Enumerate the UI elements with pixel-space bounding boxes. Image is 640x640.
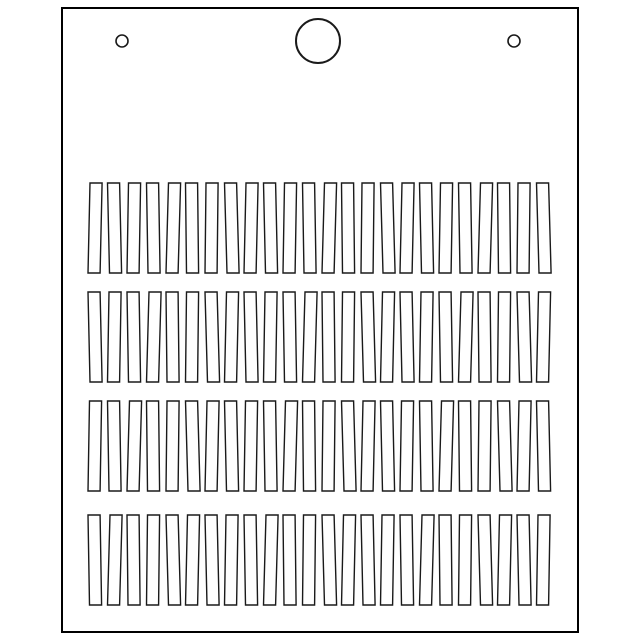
slat bbox=[361, 515, 375, 605]
slat bbox=[264, 183, 278, 273]
slat bbox=[205, 401, 219, 491]
slat bbox=[381, 515, 395, 605]
slat bbox=[381, 401, 395, 491]
slat bbox=[225, 292, 239, 382]
slat bbox=[537, 183, 552, 273]
large-center-hole bbox=[296, 19, 340, 63]
slat bbox=[478, 515, 493, 605]
slat bbox=[108, 292, 122, 382]
slat bbox=[127, 401, 142, 491]
slat bbox=[517, 401, 531, 491]
small-left-hole bbox=[116, 35, 128, 47]
slat bbox=[147, 515, 160, 605]
slat bbox=[127, 515, 140, 605]
slat bbox=[381, 183, 396, 273]
slat bbox=[322, 401, 335, 491]
slat bbox=[381, 292, 395, 382]
slat bbox=[498, 292, 511, 382]
slat bbox=[459, 183, 473, 273]
slat bbox=[303, 292, 318, 382]
slat bbox=[478, 183, 493, 273]
slat bbox=[88, 183, 102, 273]
slat bbox=[108, 515, 123, 605]
slat bbox=[537, 292, 551, 382]
slat bbox=[303, 401, 316, 491]
slat bbox=[322, 183, 337, 273]
slat bbox=[147, 292, 162, 382]
slat bbox=[264, 292, 278, 382]
slat bbox=[498, 515, 512, 605]
slat bbox=[147, 183, 161, 273]
slat bbox=[108, 401, 122, 491]
slat bbox=[420, 292, 434, 382]
small-right-hole bbox=[508, 35, 520, 47]
slat bbox=[478, 401, 491, 491]
slat bbox=[400, 515, 414, 605]
slat bbox=[342, 401, 357, 491]
slat bbox=[459, 515, 472, 605]
slat bbox=[361, 292, 376, 382]
slat bbox=[303, 515, 316, 605]
slat bbox=[517, 292, 532, 382]
slat bbox=[205, 515, 219, 605]
slat bbox=[322, 292, 335, 382]
slat bbox=[498, 183, 511, 273]
slat bbox=[88, 515, 102, 605]
slat bbox=[478, 292, 491, 382]
slat bbox=[244, 183, 258, 273]
slat bbox=[361, 401, 375, 491]
slat bbox=[147, 401, 160, 491]
slat bbox=[127, 292, 141, 382]
slat bbox=[283, 401, 298, 491]
slat bbox=[283, 292, 297, 382]
slat bbox=[225, 401, 239, 491]
slat bbox=[205, 183, 218, 273]
slat bbox=[166, 292, 179, 382]
slat bbox=[400, 292, 414, 382]
slat bbox=[537, 401, 551, 491]
slat bbox=[517, 515, 531, 605]
slat bbox=[283, 515, 296, 605]
slat bbox=[420, 515, 435, 605]
slat bbox=[420, 401, 434, 491]
slat bbox=[439, 401, 454, 491]
slat bbox=[127, 183, 141, 273]
slat bbox=[400, 183, 414, 273]
slat bbox=[498, 401, 513, 491]
slat bbox=[459, 292, 474, 382]
slat bbox=[303, 183, 317, 273]
slat bbox=[166, 515, 181, 605]
slat bbox=[205, 292, 220, 382]
slat bbox=[400, 401, 414, 491]
slat bbox=[537, 515, 551, 605]
slat bbox=[361, 183, 374, 273]
slat bbox=[88, 401, 102, 491]
slat bbox=[186, 183, 199, 273]
slat bbox=[225, 515, 239, 605]
slat bbox=[264, 515, 279, 605]
slat bbox=[186, 292, 199, 382]
slat bbox=[166, 183, 181, 273]
slat bbox=[342, 515, 356, 605]
slat bbox=[322, 515, 337, 605]
slat bbox=[517, 183, 530, 273]
slat bbox=[244, 292, 258, 382]
slat bbox=[244, 515, 258, 605]
slat bbox=[225, 183, 240, 273]
slat bbox=[186, 515, 200, 605]
slat bbox=[439, 515, 452, 605]
slat bbox=[186, 401, 201, 491]
slat bbox=[244, 401, 258, 491]
slat bbox=[166, 401, 179, 491]
slat bbox=[283, 183, 297, 273]
slat bbox=[108, 183, 122, 273]
slat bbox=[439, 183, 453, 273]
slat bbox=[420, 183, 434, 273]
slat bbox=[88, 292, 102, 382]
slat bbox=[342, 183, 355, 273]
slat bbox=[342, 292, 355, 382]
slat bbox=[459, 401, 472, 491]
slat bbox=[439, 292, 453, 382]
slat bbox=[264, 401, 278, 491]
